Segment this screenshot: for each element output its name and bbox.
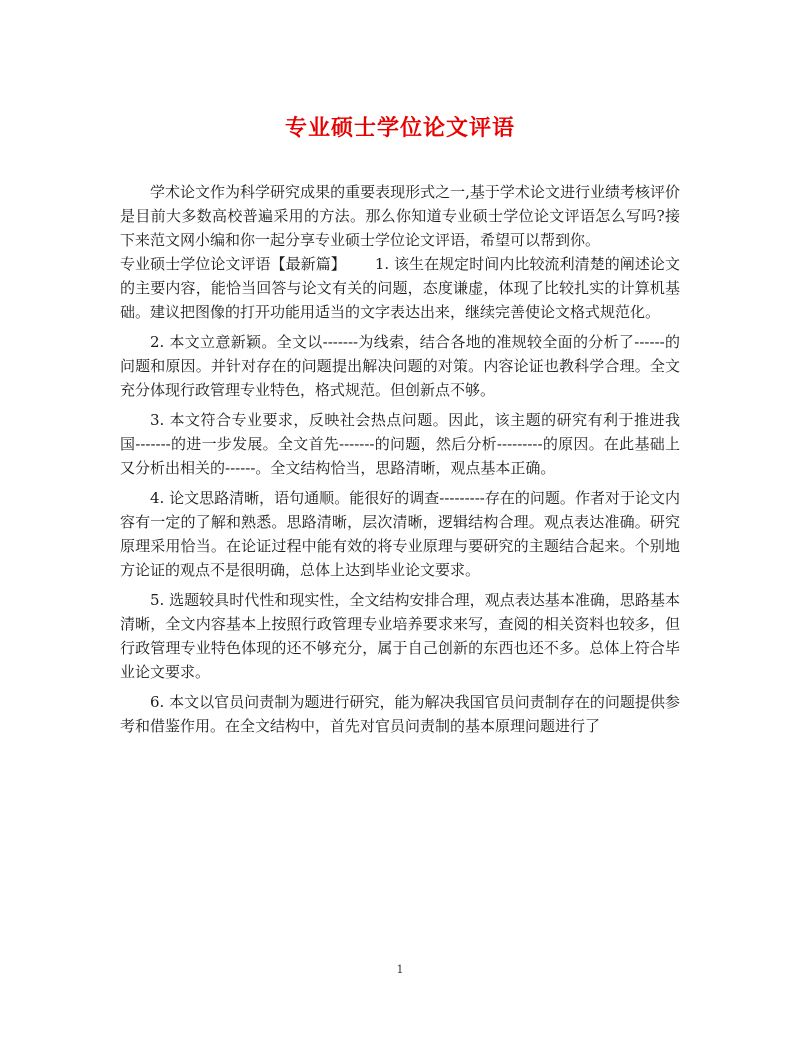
review-item-3: 3. 本文符合专业要求，反映社会热点问题。因此，该主题的研究有利于推进我国-------的进一步发展。全文首先-------的问题，然后分析---------的原因。在此基础上又分析出相关的------。全文结构恰当，思路清晰，观点基本正确。 [120, 411, 680, 477]
intro-paragraph: 学术论文作为科学研究成果的重要表现形式之一,基于学术论文进行业绩考核评价是目前大多数高校普遍采用的方法。那么你知道专业硕士学位论文评语怎么写吗?接下来范文网小编和你一起分享专业硕士学位论文评语，希望可以帮到你。 [120, 183, 680, 249]
page-number: 1 [396, 963, 404, 976]
document-title: 专业硕士学位论文评语 [284, 115, 515, 141]
section-heading: 专业硕士学位论文评语【最新篇】 [120, 255, 346, 273]
section-paragraph-1 [120, 252, 680, 324]
document-body [120, 180, 680, 738]
review-item-2: 2. 本文立意新颖。全文以-------为线索，结合各地的准规较全面的分析了------的问题和原因。并针对存在的问题提出解决问题的对策。内容论证也教科学合理。全文充分体现行政管理专业特色，格式规范。但创新点不够。 [120, 333, 680, 399]
heading-item-gap [346, 255, 375, 273]
review-item-4: 4. 论文思路清晰，语句通顺。能很好的调查---------存在的问题。作者对于论文内容有一定的了解和熟悉。思路清晰，层次清晰，逻辑结构合理。观点表达准确。研究原理采用恰当。在论证过程中能有效的将专业原理与要研究的主题结合起来。个别地方论证的观点不是很明确，总体上达到毕业论文要求。 [120, 489, 680, 579]
review-item-5: 5. 选题较具时代性和现实性，全文结构安排合理，观点表达基本准确，思路基本清晰，全文内容基本上按照行政管理专业培养要求来写，查阅的相关资料也较多，但行政管理专业特色体现的还不够充分，属于自己创新的东西也还不多。总体上符合毕业论文要求。 [120, 591, 680, 681]
review-item-6: 6. 本文以官员问责制为题进行研究，能为解决我国官员问责制存在的问题提供参考和借鉴作用。在全文结构中，首先对官员问责制的基本原理问题进行了 [120, 693, 680, 735]
review-item-1: 1. 该生在规定时间内比较流利清楚的阐述论文的主要内容，能恰当回答与论文有关的问题，态度谦虚，体现了比较扎实的计算机基础。建议把图像的打开功能用适当的文字表达出来，继续完善使论文格式规范化。 [120, 255, 680, 321]
